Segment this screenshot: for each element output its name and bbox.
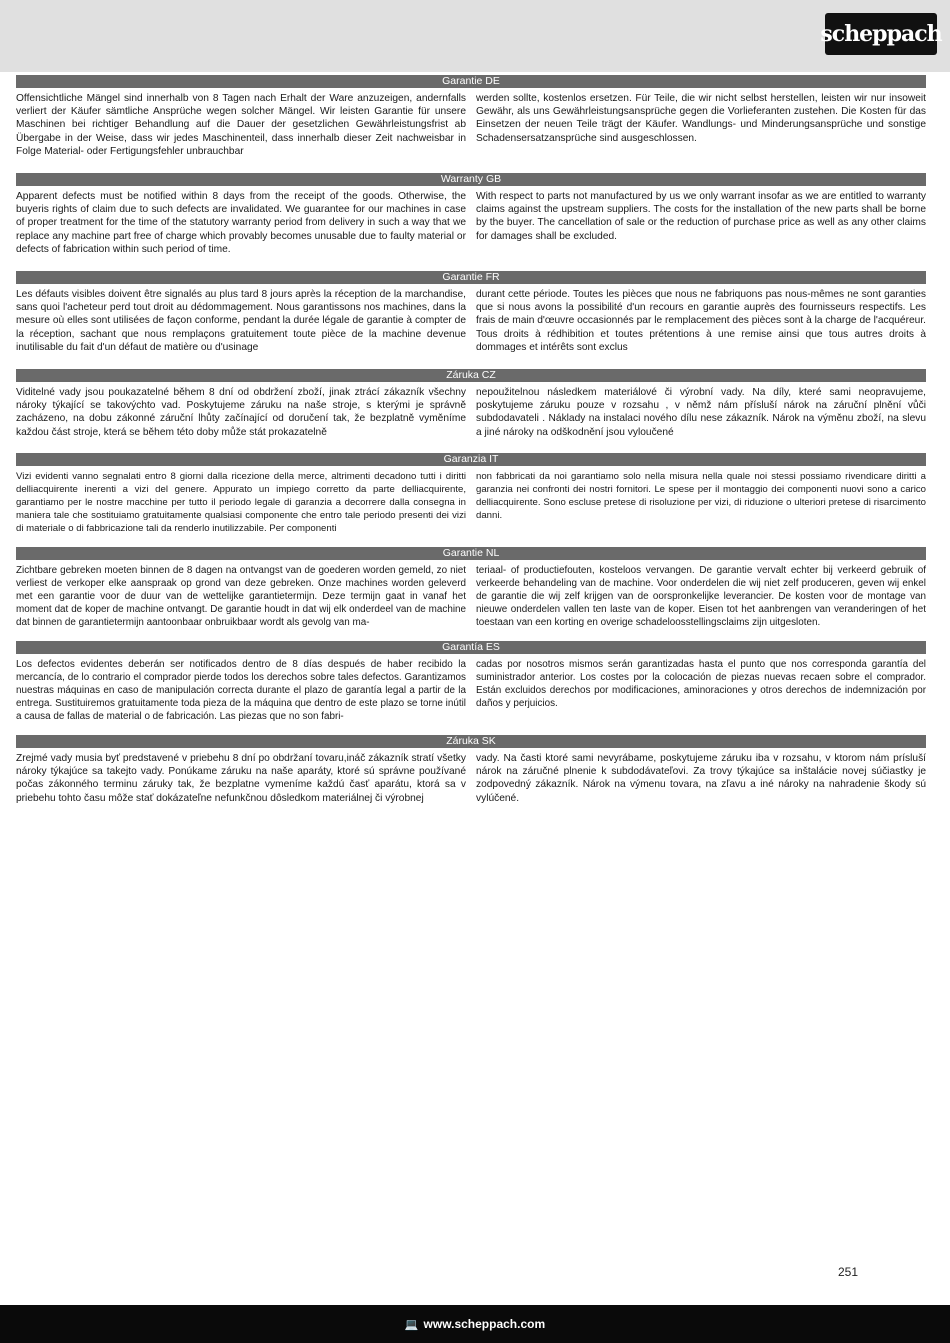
section-title: Záruka SK xyxy=(16,735,926,748)
section-title: Garantie DE xyxy=(16,75,926,88)
section-garantie-nl xyxy=(16,547,926,641)
section-garantie-de xyxy=(16,75,926,173)
section-garantie-fr xyxy=(16,271,926,369)
section-text-left: Los defectos evidentes deberán ser notificados dentro de 8 días después de haber recibido la mercancía, de lo contrario el comprador pierde todos los derechos sobre tales defectos. Garantizamos nuestras máquinas en caso de manipulación correcta durante el plazo de garantía legal a partir de la entrega. Sustituiremos gratuitamente toda pieza de la máquina que dentro de este plazo se torne inútil a causa de fallas de material o de fabricación. Las piezas que no son fabri- xyxy=(16,659,466,722)
section-title: Garantie FR xyxy=(16,271,926,284)
scheppach-logo: scheppach xyxy=(825,13,937,55)
section-text-left: Viditelné vady jsou poukazatelné během 8 dní od obdržení zboží, jinak ztrácí zákazník všechny nároky týkající se takovýchto vad. Poskytujeme záruku na naše stroje, s kterými je správně zacházeno, na dobu zákonné záruční lhůty začínající od doručení tak, že bezplatně vyměníme každou část stroje, která se během této doby může stát prokazatelně xyxy=(16,387,466,438)
section-text-left: Zrejmé vady musia byť predstavené v priebehu 8 dní po obdržaní tovaru,ináč zákazník stratí všetky nároky týkajúce sa takejto vady. Ponúkame záruku na naše aparáty, ktoré sú správne používané počas zákonného terminu záruky tak, že bezplatne vymeníme každú časť aparátu, ktorá sa v priebehu tohto času môže stať dokázateľne nefunkčnou dôsledkom materiálnej či výrobnej xyxy=(16,753,466,804)
header-band xyxy=(0,0,950,72)
section-zaruka-sk xyxy=(16,735,926,815)
section-text-right: vady. Na časti ktoré sami nevyrábame, poskytujeme záruku iba v rozsahu, v ktorom nám prísluší nárok na záručné plnenie k subdodávateľovi. Za trovy týkajúce sa inštalácie novej súčiastky je zodpovedný zákazník. Nárok na výmenu tovara, na zľavu a iné nároky na nahradenie škody sú vylúčené. xyxy=(476,753,926,804)
section-title: Garanzia IT xyxy=(16,453,926,466)
section-garantia-es xyxy=(16,641,926,735)
warranty-content xyxy=(16,75,926,815)
section-zaruka-cz xyxy=(16,369,926,453)
section-garanzia-it xyxy=(16,453,926,547)
section-text-left: Offensichtliche Mängel sind innerhalb von 8 Tagen nach Erhalt der Ware anzuzeigen, andernfalls verliert der Käufer sämtliche Ansprüche wegen solcher Mängel. Wir leisten Garantie für unsere Maschinen bei richtiger Behandlung auf die Dauer der gesetzlichen Gewährleistungsfrist ab Übergabe in der Weise, dass wir jedes Maschinenteil, dass innerhalb dieser Zeit nachweisbar in Folge Material- oder Fertigungsfehler unbrauchbar xyxy=(16,93,466,157)
section-title: Garantía ES xyxy=(16,641,926,654)
section-warranty-gb xyxy=(16,173,926,271)
section-title: Záruka CZ xyxy=(16,369,926,382)
section-title: Garantie NL xyxy=(16,547,926,560)
section-text-right: teriaal- of productiefouten, kosteloos vervangen. De garantie vervalt echter bij verkeerd gebruik of verkeerde behandeling van de machine. Voor onderdelen die wij niet zelf produceren, geven wij enkel de garantie die wij zelf krijgen van de oorspronkelijke leverancier. De kosten voor de montage van nieuwe onderdelen vallen ten laste van de koper. Eisen tot het aanbrengen van veranderingen of het toestaan van een korting en overige schadeloosstellingsclaims zijn uitgesloten. xyxy=(476,565,926,628)
page-number: 251 xyxy=(838,1265,859,1279)
section-text-right: nepoužitelnou následkem materiálové či výrobní vady. Na díly, které sami neopravujeme, poskytujeme záruku pouze v rozsahu , v němž nám přísluší nárok na záruční plnění vůči subdodavateli . Náklady na instalaci nového dílu nese zákazník. Nárok na výměnu zboží, na slevu a jiné nároky na odškodnění jsou vyloučené xyxy=(476,387,926,438)
section-text-left: Apparent defects must be notified within 8 days from the receipt of the goods. Otherwise, the buyeris rights of claim due to such defects are invalidated. We guarantee for our machines in case of proper treatment for the time of the statutory warranty period from delivery in such a way that we replace any machine part free of charge which provably becomes unusable due to faulty material or defects of fabrication within such period of time. xyxy=(16,191,466,255)
section-text-right: cadas por nosotros mismos serán garantizadas hasta el punto que nos corresponda garantía del suministrador anterior. Los costes por la colocación de piezas nuevas recaen sobre el comprador. Están excluidos derechos por modificaciones, aminoraciones y otros derechos de indemnización por daños y perjuicios. xyxy=(476,659,926,709)
section-title: Warranty GB xyxy=(16,173,926,186)
section-text-right: durant cette période. Toutes les pièces que nous ne fabriquons pas nous-mêmes ne sont garanties que si nous avons la possibilité d'un recours en garantie auprès des fournisseurs respectifs. Les frais de main d'œuvre occasionnés par le remplacement des pièces sont à la charge de l'acquéreur. Tous droits à rédhibition et toutes prétentions à une remise ainsi que tous autres droits à dommages et intérêts sont exclus xyxy=(476,289,926,353)
section-text-right: non fabbricati da noi garantiamo solo nella misura nella quale noi stessi possiamo rivendicare diritti a garanzia nei confronti dei nostri fornitori. Le spese per il montaggio dei componenti nuovi sono a carico delliacquirente. Sono escluse pretese di risoluzione per vizi, di riduzione o ulteriori pretese di risarcimento danni. xyxy=(476,471,926,521)
section-text-left: Zichtbare gebreken moeten binnen de 8 dagen na ontvangst van de goederen worden gemeld, zo niet verliest de verkoper elke aanspraak op grond van deze gebreken. Onze machines worden geleverd met een garantie voor de duur van de wettelijke garantietermijn. Deze termijn gaat in vanaf het moment dat de koper de machine ontvangt. De garantie houdt in dat wij elk onderdeel van de machine dat binnen de garantietermijn aantoonbaar onbruikbaar wordt als gevolg van ma- xyxy=(16,565,466,628)
website-link[interactable]: www.scheppach.com xyxy=(423,1317,546,1331)
section-text-right: werden sollte, kostenlos ersetzen. Für Teile, die wir nicht selbst herstellen, leisten wir nur insoweit Gewähr, als uns Gewährleistungsansprüche gegen die Vorlieferanten zustehen. Die Kosten für das Einsetzen der neuen Teile trägt der Käufer. Wandlungs- und Minderungsansprüche und sonstige Schadensersatzansprüche sind ausgeschlossen. xyxy=(476,93,926,144)
section-text-left: Vizi evidenti vanno segnalati entro 8 giorni dalla ricezione della merce, altrimenti decadono tutti i diritti delliacquirente inerenti a vizi del genere. Appurato un impiego corretto da parte delliacquirente, garantiamo per le nostre macchine per tutto il periodo legale di garanzia a decorrere dalla consegna in maniera tale che sostituiamo gratuitamente qualsiasi componente che entro tale periodo presenti dei vizi di materiale o di fabbricazione tali da renderlo inutilizzabile. Per componenti xyxy=(16,471,466,534)
section-text-left: Les défauts visibles doivent être signalés au plus tard 8 jours après la réception de la marchandise, sans quoi l'acheteur perd tout droit au dédommagement. Nous garantissons nos machines, dans la mesure où elles sont utilisées de façon conforme, pendant la durée légale de garantie à compter de la réception, sachant que nous remplaçons gratuitement toute pièce de la machine devenue inutilisable du fait d'un défaut de matière ou d'usinage xyxy=(16,289,466,353)
footer-bar xyxy=(0,1305,950,1343)
section-text-right: With respect to parts not manufactured by us we only warrant insofar as we are entitled to warranty claims against the upstream suppliers. The costs for the installation of the new parts shall be borne by the buyer. The cancellation of sale or the reduction of purchase price as well as any other claims for damages shall be excluded. xyxy=(476,191,926,242)
computer-icon: 💻 xyxy=(404,1318,419,1331)
